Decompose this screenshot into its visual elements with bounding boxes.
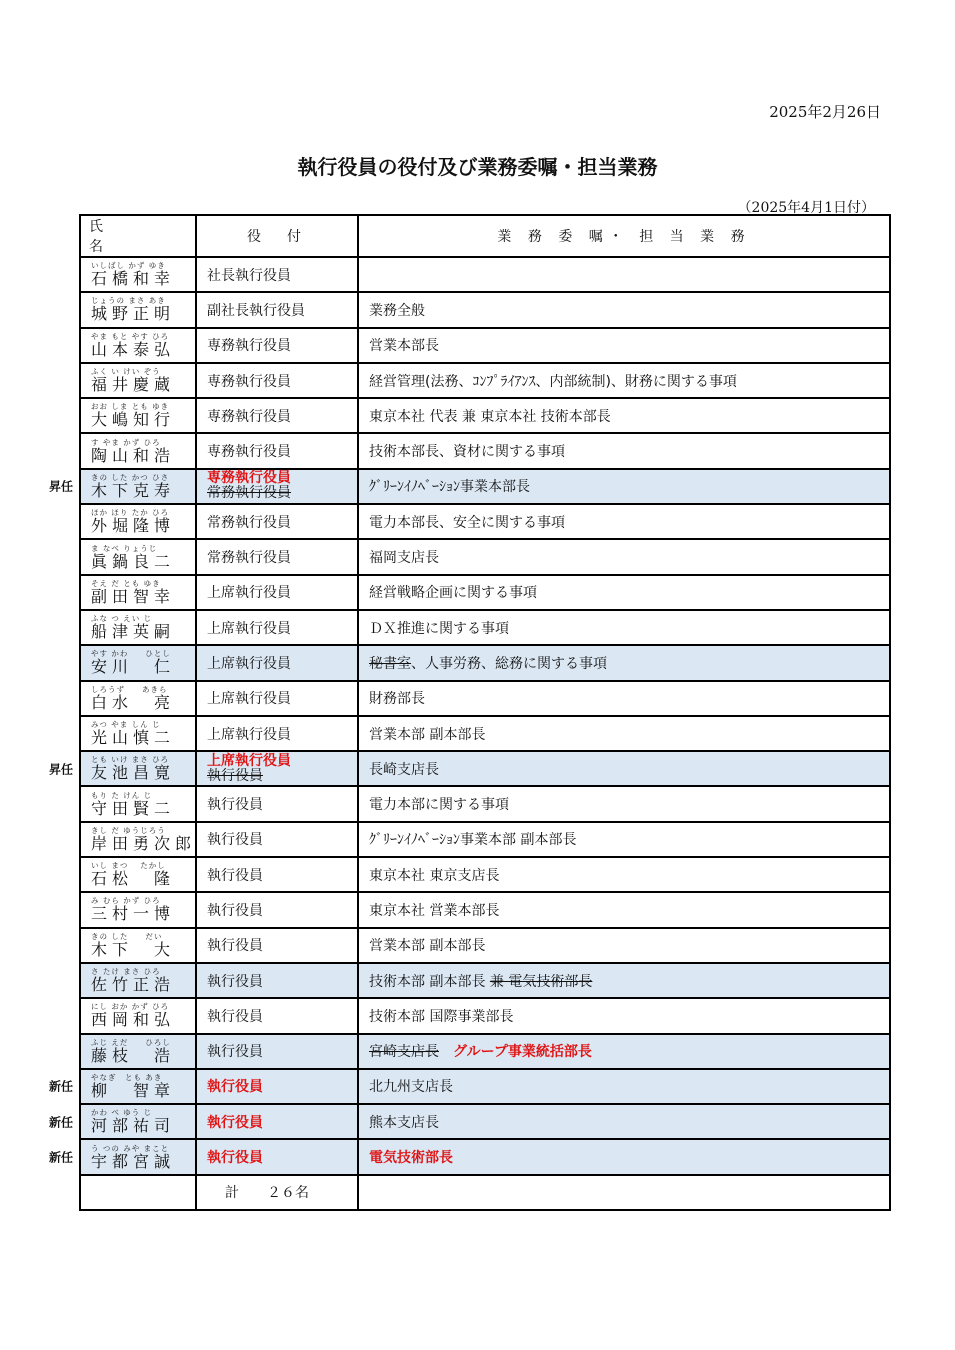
duty-cell (358, 398, 890, 433)
position: 上席執行役員 (207, 691, 291, 708)
position-cell (196, 398, 358, 433)
position-cell (196, 1104, 358, 1139)
header-position: 役 付 (196, 215, 358, 257)
duty-cell (358, 645, 890, 680)
officer-name-cell (80, 328, 196, 363)
table-row (80, 610, 890, 645)
position: 執行役員 (207, 867, 263, 884)
position: 執行役員 (207, 797, 263, 814)
officer-name: 友池昌寛 (91, 763, 176, 783)
name-ruby: ま なべ りょうじ (91, 543, 158, 553)
officer-name: 宇都宮誠 (91, 1151, 176, 1171)
position: 社長執行役員 (207, 267, 291, 284)
name-ruby: う つの みや まこと (91, 1143, 170, 1153)
name-ruby: にし おか かず ひろ (91, 1002, 170, 1012)
position-cell (196, 716, 358, 751)
name-ruby: そえ だ とも ゆき (91, 578, 161, 588)
duty-cell (358, 257, 890, 292)
duty-cell (358, 857, 890, 892)
position: 専務執行役員 (207, 373, 291, 390)
position-cell (196, 928, 358, 963)
table-row (80, 1069, 890, 1104)
name-ruby: ほか ほり たか ひろ (91, 508, 170, 518)
status-mark: 新任 (49, 1150, 74, 1165)
officer-name: 河部祐司 (91, 1116, 176, 1136)
officer-name-cell (80, 257, 196, 292)
table-row (80, 963, 890, 998)
table-row (80, 716, 890, 751)
position-cell (196, 1139, 358, 1174)
officer-name: 外堀隆博 (91, 516, 176, 536)
position-cell (196, 292, 358, 327)
table-row (80, 363, 890, 398)
officer-name: 白水 亮 (91, 692, 176, 712)
duty: 営業本部長 (369, 338, 439, 355)
new-position: 執行役員 (207, 1150, 263, 1167)
new-position: 執行役員 (207, 1079, 263, 1096)
position: 執行役員 (207, 902, 263, 919)
duty: 電力本部に関する事項 (369, 797, 509, 814)
duty: 北九州支店長 (369, 1079, 453, 1096)
name-ruby: ふじ えだ ひろし (91, 1037, 171, 1047)
table-row (80, 398, 890, 433)
duty-cell (358, 433, 890, 468)
name-ruby: す やま かず ひろ (91, 437, 161, 447)
duty: 技術本部長、資材に関する事項 (369, 444, 565, 461)
duty: 東京本社 代表 兼 東京本社 技術本部長 (369, 408, 611, 425)
table-header-row (80, 215, 890, 257)
table-row (80, 1104, 890, 1139)
duty-cell (358, 1069, 890, 1104)
position-cell (196, 469, 358, 504)
officer-name-cell (80, 822, 196, 857)
duty-cell (358, 928, 890, 963)
name-ruby: み むら かず ひろ (91, 896, 161, 906)
officer-name-cell (80, 433, 196, 468)
officer-name-cell (80, 786, 196, 821)
officer-name-cell (80, 539, 196, 574)
position-cell (196, 998, 358, 1033)
duty-cell (358, 575, 890, 610)
position-cell (196, 645, 358, 680)
former-duty: 宮崎支店長 (369, 1044, 439, 1061)
total-cell: 計 ２６名 (196, 1175, 358, 1210)
name-ruby: もり た けん じ (91, 790, 153, 800)
officer-name-cell (80, 928, 196, 963)
former-position: 執行役員 (207, 767, 263, 784)
effective-date: （2025年4月1日付） (737, 200, 875, 216)
table-row (80, 257, 890, 292)
duty-cell (358, 610, 890, 645)
officer-name: 山本泰弘 (91, 339, 176, 359)
duty-cell (358, 963, 890, 998)
duty: 業務全般 (369, 302, 425, 319)
duty: ｸﾞﾘｰﾝｲﾉﾍﾞｰｼｮﾝ事業本部長 (369, 479, 530, 496)
table-row (80, 786, 890, 821)
total-row (80, 1175, 890, 1210)
officer-name-cell (49, 1104, 196, 1139)
officer-name: 三村一博 (91, 904, 176, 924)
position-cell (196, 433, 358, 468)
position: 執行役員 (207, 832, 263, 849)
table-row (80, 751, 890, 786)
duty: 熊本支店長 (369, 1114, 439, 1131)
duty-cell (358, 292, 890, 327)
position: 執行役員 (207, 1044, 263, 1061)
officer-name: 城野正明 (91, 304, 176, 324)
position-cell (196, 751, 358, 786)
new-duty: グループ事業統括部長 (453, 1044, 592, 1061)
table-row (80, 469, 890, 504)
duty: ＤＸ推進に関する事項 (369, 620, 509, 637)
duty-cell (358, 328, 890, 363)
duty: 福岡支店長 (369, 550, 439, 567)
officer-name: 副田智幸 (91, 586, 176, 606)
officer-name: 藤枝 浩 (91, 1045, 176, 1065)
officer-name: 陶山和浩 (91, 445, 176, 465)
position: 専務執行役員 (207, 408, 291, 425)
header-duties: 業 務 委 嘱・ 担 当 業 務 (358, 215, 890, 257)
officer-name-cell (80, 292, 196, 327)
duty: 経営戦略企画に関する事項 (369, 585, 537, 602)
table-row (80, 328, 890, 363)
duty-cell (358, 786, 890, 821)
duty-cell (358, 1034, 890, 1069)
officer-name-cell (80, 504, 196, 539)
table-row (80, 575, 890, 610)
officer-name-cell (80, 363, 196, 398)
table-row (80, 857, 890, 892)
position-cell (196, 963, 358, 998)
name-ruby: ふく い けい ぞう (91, 367, 161, 377)
position: 上席執行役員 (207, 726, 291, 743)
duty-cell (358, 822, 890, 857)
name-ruby: きし だ ゆうじろう (91, 825, 166, 835)
status-mark: 新任 (49, 1115, 74, 1130)
position-cell (196, 857, 358, 892)
position-cell (196, 539, 358, 574)
name-ruby: やなぎ とも あき (91, 1072, 163, 1082)
officer-name: 安川 仁 (91, 657, 176, 677)
duty: 技術本部 副本部長 (369, 973, 486, 990)
name-ruby: ふな つ えい じ (91, 614, 153, 624)
position-cell (196, 610, 358, 645)
officer-name: 石松 隆 (91, 869, 176, 889)
table-row (80, 1139, 890, 1174)
former-duty: 兼 電気技術部長 (489, 973, 593, 990)
duty-cell (358, 751, 890, 786)
position: 執行役員 (207, 1008, 263, 1025)
duty: 技術本部 国際事業部長 (369, 1008, 514, 1025)
officer-name-cell (80, 575, 196, 610)
header-name: 氏名 (80, 215, 196, 257)
officer-name-cell (80, 645, 196, 680)
duty: ｸﾞﾘｰﾝｲﾉﾍﾞｰｼｮﾝ事業本部 副本部長 (369, 832, 577, 849)
officer-name-cell (80, 716, 196, 751)
duty-cell (358, 1139, 890, 1174)
officer-name-cell (49, 1139, 196, 1174)
table-row (80, 1034, 890, 1069)
officer-name-cell (49, 1069, 196, 1104)
duty-cell (358, 539, 890, 574)
duty-cell (358, 1104, 890, 1139)
position: 上席執行役員 (207, 620, 291, 637)
officer-name: 岸田勇次郎 (91, 833, 197, 853)
officer-name: 木下 大 (91, 939, 176, 959)
status-mark: 昇任 (49, 479, 74, 494)
officer-name: 守田賢二 (91, 798, 176, 818)
officer-name-cell (80, 963, 196, 998)
table-row (80, 928, 890, 963)
table-row (80, 822, 890, 857)
duty: 財務部長 (369, 691, 425, 708)
name-ruby: やす かわ ひとし (91, 649, 171, 659)
document-date: 2025年2月26日 (769, 103, 881, 121)
duty: 営業本部 副本部長 (369, 726, 486, 743)
officer-name: 眞鍋良二 (91, 551, 176, 571)
position-cell (196, 786, 358, 821)
position: 上席執行役員 (207, 585, 291, 602)
duty: 長崎支店長 (369, 761, 439, 778)
officer-name: 大嶋知行 (91, 410, 176, 430)
table-row (80, 681, 890, 716)
name-ruby: きの した かつ ひさ (91, 472, 170, 482)
duty: 経営管理(法務、ｺﾝﾌﾟﾗｲｱﾝｽ、内部統制)、財務に関する事項 (369, 373, 737, 390)
officer-name-cell (49, 469, 196, 504)
officer-name-cell (80, 398, 196, 433)
name-ruby: とも いけ まさ ひろ (91, 755, 170, 765)
table-row (80, 892, 890, 927)
position-cell (196, 1069, 358, 1104)
position: 副社長執行役員 (207, 302, 305, 319)
officer-name-cell (80, 998, 196, 1033)
position: 常務執行役員 (207, 550, 291, 567)
officer-name-cell (80, 892, 196, 927)
position: 上席執行役員 (207, 655, 291, 672)
status-mark: 新任 (49, 1079, 74, 1094)
officer-name-cell (80, 681, 196, 716)
table-row (80, 998, 890, 1033)
duty-cell (358, 998, 890, 1033)
duty: 、人事労務、総務に関する事項 (411, 655, 607, 672)
status-mark: 昇任 (49, 762, 74, 777)
officer-table (49, 214, 891, 1211)
officer-name: 柳 智章 (91, 1080, 176, 1100)
duty: 電力本部長、安全に関する事項 (369, 514, 565, 531)
officer-name-cell (49, 751, 196, 786)
position: 執行役員 (207, 973, 263, 990)
former-duty: 秘書室 (369, 655, 411, 672)
position-cell (196, 257, 358, 292)
new-position: 上席執行役員 (207, 752, 291, 769)
position: 専務執行役員 (207, 444, 291, 461)
position-cell (196, 892, 358, 927)
officer-name: 西岡和弘 (91, 1010, 176, 1030)
duty-cell (358, 681, 890, 716)
name-ruby: おお しま とも ゆき (91, 402, 170, 412)
table-row (80, 292, 890, 327)
new-position: 執行役員 (207, 1114, 263, 1131)
name-ruby: きの した だい (91, 931, 163, 941)
officer-name: 船津英嗣 (91, 622, 176, 642)
officer-name: 佐竹正浩 (91, 975, 176, 995)
position-cell (196, 681, 358, 716)
document-title: 執行役員の役付及び業務委嘱・担当業務 (297, 155, 658, 179)
table-row (80, 433, 890, 468)
name-ruby: いし まつ たかし (91, 861, 166, 871)
duty-cell (358, 892, 890, 927)
table-row (80, 645, 890, 680)
position-cell (196, 822, 358, 857)
name-ruby: やま もと やす ひろ (91, 331, 170, 341)
officer-name: 福井慶蔵 (91, 375, 176, 395)
position-cell (196, 328, 358, 363)
table-row (80, 504, 890, 539)
new-duty: 電気技術部長 (369, 1150, 453, 1167)
duty: 東京本社 営業本部長 (369, 902, 500, 919)
name-ruby: みつ やま しん じ (91, 720, 161, 729)
officer-name: 石橋和幸 (91, 269, 176, 289)
name-ruby: いしばし かず ゆき (91, 261, 166, 271)
name-ruby: さ たけ まさ ひろ (91, 967, 161, 977)
name-ruby: しろうず あきら (91, 684, 168, 694)
officer-name-cell (80, 1034, 196, 1069)
former-position: 常務執行役員 (207, 485, 291, 502)
duty-cell (358, 504, 890, 539)
new-position: 専務執行役員 (207, 470, 291, 487)
officer-name: 木下克寿 (91, 480, 176, 500)
position: 常務執行役員 (207, 514, 291, 531)
position: 執行役員 (207, 938, 263, 955)
officer-name-cell (80, 857, 196, 892)
duty-cell (358, 716, 890, 751)
position: 専務執行役員 (207, 338, 291, 355)
name-ruby: かわ べ ゆう じ (91, 1108, 153, 1118)
position-cell (196, 575, 358, 610)
position-cell (196, 1034, 358, 1069)
name-ruby: じょうの まさ あき (91, 296, 166, 306)
duty-cell (358, 363, 890, 398)
duty-cell (358, 469, 890, 504)
duty: 東京本社 東京支店長 (369, 867, 500, 884)
duty: 営業本部 副本部長 (369, 938, 486, 955)
table-row (80, 539, 890, 574)
position-cell (196, 504, 358, 539)
officer-name: 光山慎二 (91, 728, 176, 747)
officer-name-cell (80, 610, 196, 645)
position-cell (196, 363, 358, 398)
